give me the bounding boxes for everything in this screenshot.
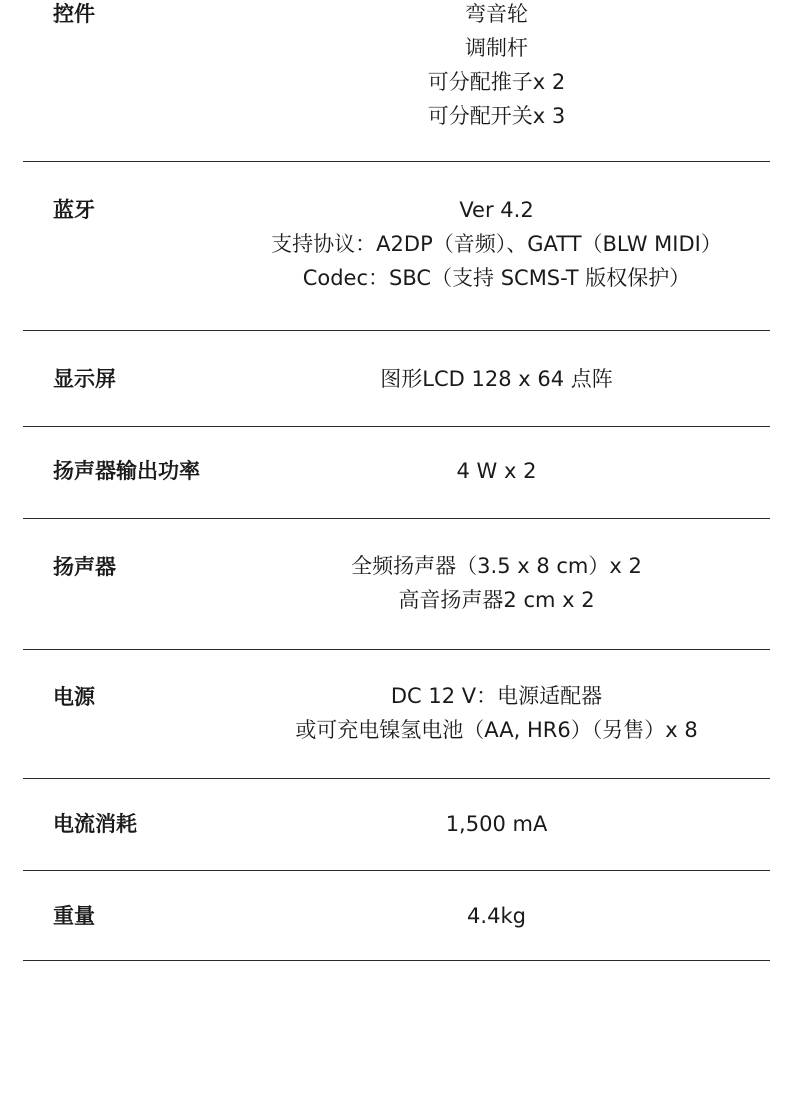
spec-value-line: 图形LCD 128 x 64 点阵	[380, 367, 613, 391]
spec-label: 扬声器	[53, 555, 116, 579]
spec-value-line: 支持协议：A2DP（音频）、GATT（BLW MIDI）	[271, 232, 722, 256]
spec-row-current-draw	[23, 779, 770, 871]
spec-value-line: 高音扬声器2 cm x 2	[398, 588, 595, 612]
spec-row-weight	[23, 871, 770, 961]
spec-values	[223, 549, 770, 617]
spec-value-line: 可分配推子x 2	[427, 70, 566, 94]
spec-label: 电流消耗	[53, 812, 137, 836]
spec-value-line: 4 W x 2	[456, 459, 537, 483]
spec-value-line: 或可充电镍氢电池（AA, HR6）（另售）x 8	[295, 718, 698, 742]
spec-label: 扬声器输出功率	[53, 459, 200, 483]
spec-row-speakers	[23, 519, 770, 650]
spec-values	[223, 807, 770, 841]
spec-row-controls	[23, 0, 770, 162]
spec-values	[223, 679, 770, 747]
spec-row-speaker-output	[23, 427, 770, 519]
spec-row-bluetooth	[23, 162, 770, 331]
spec-label: 控件	[53, 2, 95, 26]
spec-table	[23, 0, 770, 961]
spec-value-line: 4.4kg	[467, 904, 526, 928]
spec-value-line: 可分配开关x 3	[427, 104, 566, 128]
spec-values	[223, 0, 770, 133]
spec-row-display	[23, 331, 770, 427]
spec-label: 电源	[53, 685, 95, 709]
spec-value-line: 调制杆	[465, 36, 528, 60]
spec-value-line: Ver 4.2	[459, 198, 534, 222]
spec-values	[223, 899, 770, 933]
spec-label: 蓝牙	[53, 198, 95, 222]
spec-value-line: 弯音轮	[465, 2, 528, 26]
spec-row-power-supply	[23, 650, 770, 779]
spec-label: 显示屏	[53, 367, 116, 391]
spec-values	[223, 454, 770, 488]
spec-values	[223, 362, 770, 396]
spec-values	[223, 193, 770, 295]
spec-label: 重量	[53, 904, 95, 928]
spec-value-line: 1,500 mA	[445, 812, 548, 836]
spec-value-line: Codec：SBC（支持 SCMS-T 版权保护）	[302, 266, 691, 290]
spec-value-line: DC 12 V：电源适配器	[390, 684, 603, 708]
spec-value-line: 全频扬声器（3.5 x 8 cm）x 2	[351, 554, 642, 578]
